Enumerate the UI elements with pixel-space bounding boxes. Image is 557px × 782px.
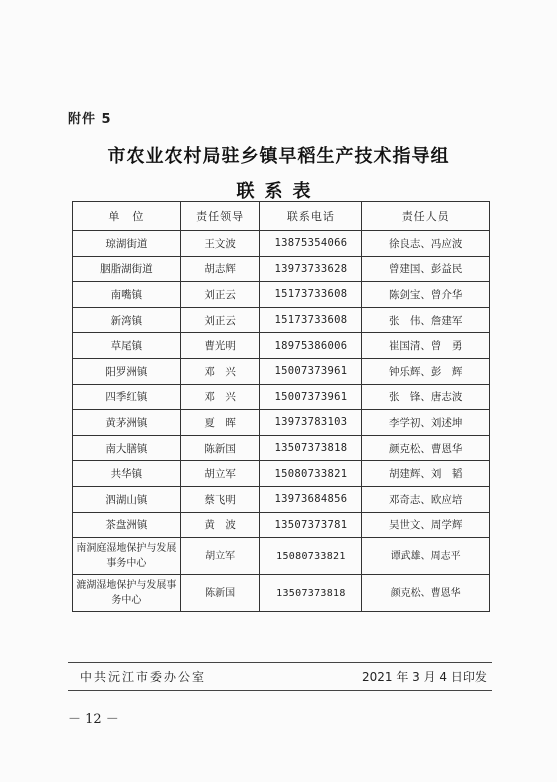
cell-leader: 黄 波 <box>180 512 260 538</box>
table-row <box>73 333 490 359</box>
cell-leader: 陈新国 <box>180 575 260 612</box>
cell-leader: 胡立军 <box>180 538 260 575</box>
cell-leader: 王文波 <box>180 231 260 257</box>
cell-staff: 李学初、刘述坤 <box>362 410 490 436</box>
cell-unit: 共华镇 <box>73 461 181 487</box>
cell-leader: 胡志辉 <box>180 256 260 282</box>
cell-unit: 琼湖街道 <box>73 231 181 257</box>
cell-unit: 漉湖湿地保护与发展事务中心 <box>73 575 181 612</box>
cell-unit: 泗湖山镇 <box>73 486 181 512</box>
header-leader: 责任领导 <box>180 202 260 231</box>
cell-leader: 曹光明 <box>180 333 260 359</box>
table-row <box>73 256 490 282</box>
table-row <box>73 486 490 512</box>
cell-staff: 曾建国、彭益民 <box>362 256 490 282</box>
cell-unit: 阳罗洲镇 <box>73 358 181 384</box>
footer-date: 2021 年 3 月 4 日印发 <box>362 670 487 684</box>
cell-phone: 13973733628 <box>260 256 362 282</box>
table-row <box>73 461 490 487</box>
cell-staff: 徐良志、冯应波 <box>362 231 490 257</box>
cell-unit: 南大膳镇 <box>73 435 181 461</box>
cell-leader: 陈新国 <box>180 435 260 461</box>
cell-phone: 15080733821 <box>260 538 362 575</box>
table-row <box>73 384 490 410</box>
table-row <box>73 282 490 308</box>
footer-bottom-rule <box>68 690 492 691</box>
cell-leader: 刘正云 <box>180 282 260 308</box>
cell-unit: 草尾镇 <box>73 333 181 359</box>
cell-phone: 13875354066 <box>260 231 362 257</box>
cell-staff: 颜克松、曹恩华 <box>362 435 490 461</box>
cell-unit: 黄茅洲镇 <box>73 410 181 436</box>
table-row <box>73 512 490 538</box>
table-row <box>73 358 490 384</box>
cell-leader: 刘正云 <box>180 307 260 333</box>
cell-unit: 胭脂湖街道 <box>73 256 181 282</box>
page-number: － 12 － <box>68 712 119 727</box>
footer-top-rule <box>68 662 492 663</box>
cell-staff: 邓奇志、欧应培 <box>362 486 490 512</box>
table-row <box>73 435 490 461</box>
cell-staff: 崔国清、曾 勇 <box>362 333 490 359</box>
cell-leader: 蔡飞明 <box>180 486 260 512</box>
cell-staff: 胡建辉、刘 韬 <box>362 461 490 487</box>
cell-phone: 13507373818 <box>260 575 362 612</box>
cell-staff: 颜克松、曹恩华 <box>362 575 490 612</box>
cell-unit: 新湾镇 <box>73 307 181 333</box>
header-staff: 责任人员 <box>362 202 490 231</box>
cell-phone: 15007373961 <box>260 384 362 410</box>
cell-phone: 15080733821 <box>260 461 362 487</box>
cell-phone: 15007373961 <box>260 358 362 384</box>
cell-unit: 南洞庭湿地保护与发展事务中心 <box>73 538 181 575</box>
cell-staff: 陈剑宝、曾介华 <box>362 282 490 308</box>
cell-unit: 茶盘洲镇 <box>73 512 181 538</box>
cell-phone: 13973783103 <box>260 410 362 436</box>
cell-phone: 18975386006 <box>260 333 362 359</box>
header-phone: 联系电话 <box>260 202 362 231</box>
attachment-label: 附件 5 <box>68 112 112 127</box>
table-row <box>73 538 490 575</box>
footer-issuer: 中共沅江市委办公室 <box>80 670 207 684</box>
document-subtitle: 联系表 <box>236 181 321 202</box>
table-row <box>73 575 490 612</box>
cell-leader: 邓 兴 <box>180 384 260 410</box>
cell-leader: 胡立军 <box>180 461 260 487</box>
cell-staff: 张 伟、詹建军 <box>362 307 490 333</box>
cell-phone: 15173733608 <box>260 282 362 308</box>
table-header-row <box>73 202 490 231</box>
cell-leader: 邓 兴 <box>180 358 260 384</box>
contact-table <box>72 201 490 612</box>
cell-unit: 南嘴镇 <box>73 282 181 308</box>
cell-leader: 夏 晖 <box>180 410 260 436</box>
cell-staff: 张 锋、唐志波 <box>362 384 490 410</box>
cell-staff: 吴世文、周学辉 <box>362 512 490 538</box>
document-title: 市农业农村局驻乡镇早稻生产技术指导组 <box>107 146 450 167</box>
table-row <box>73 231 490 257</box>
cell-staff: 钟乐辉、彭 辉 <box>362 358 490 384</box>
cell-phone: 13507373818 <box>260 435 362 461</box>
header-unit: 单 位 <box>73 202 181 231</box>
table-row <box>73 410 490 436</box>
cell-phone: 13507373781 <box>260 512 362 538</box>
cell-unit: 四季红镇 <box>73 384 181 410</box>
table-row <box>73 307 490 333</box>
cell-staff: 谭武雄、周志平 <box>362 538 490 575</box>
cell-phone: 15173733608 <box>260 307 362 333</box>
cell-phone: 13973684856 <box>260 486 362 512</box>
